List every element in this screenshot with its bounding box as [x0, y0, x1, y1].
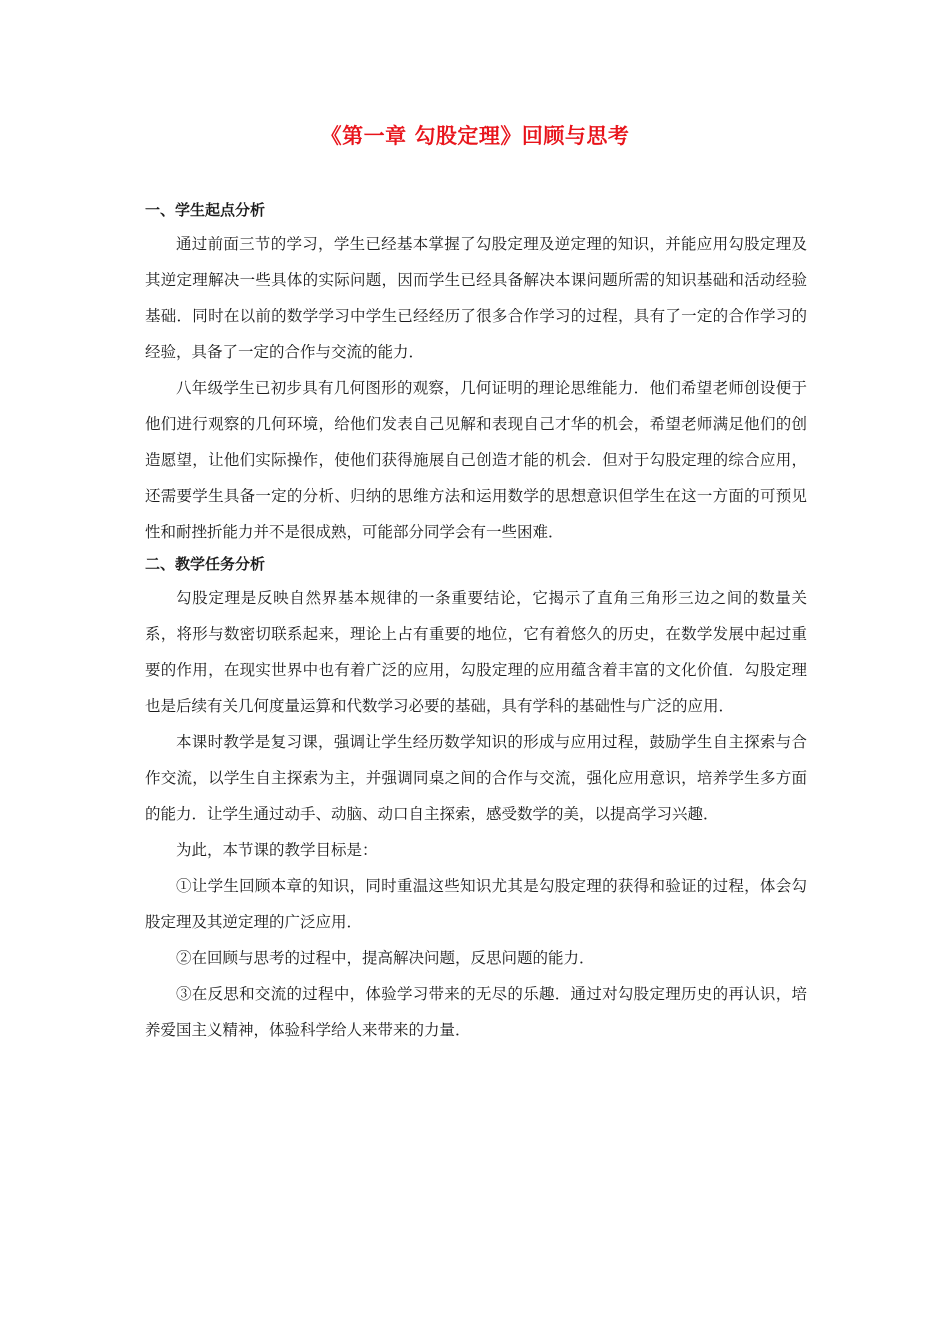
section-teaching-task-analysis: [145, 550, 807, 1048]
paragraph: 八年级学生已初步具有几何图形的观察，几何证明的理论思维能力．他们希望老师创设便于他们进行观察的几何环境，给他们发表自己见解和表现自己才华的机会，希望老师满足他们的创造愿望，让他们实际操作，使他们获得施展自己创造才能的机会．但对于勾股定理的综合应用，还需要学生具备一定的分析、归纳的思维方法和运用数学的思想意识但学生在这一方面的可预见性和耐挫折能力并不是很成熟，可能部分同学会有一些困难．: [145, 379, 807, 541]
paragraph: 通过前面三节的学习，学生已经基本掌握了勾股定理及逆定理的知识，并能应用勾股定理及其逆定理解决一些具体的实际问题，因而学生已经具备解决本课问题所需的知识基础和活动经验基础．同时在以前的数学学习中学生已经经历了很多合作学习的过程，具有了一定的合作学习的经验，具备了一定的合作与交流的能力．: [145, 235, 807, 361]
section-student-analysis: [145, 196, 807, 550]
section-heading: 二、教学任务分析: [145, 555, 266, 573]
document-title: 《第一章 勾股定理》回顾与思考: [320, 124, 630, 148]
paragraph: 为此，本节课的教学目标是：: [176, 841, 378, 859]
paragraph: 勾股定理是反映自然界基本规律的一条重要结论，它揭示了直角三角形三边之间的数量关系，将形与数密切联系起来，理论上占有重要的地位，它有着悠久的历史，在数学发展中起过重要的作用，在现实世界中也有着广泛的应用，勾股定理的应用蕴含着丰富的文化价值．勾股定理也是后续有关几何度量运算和代数学习必要的基础，具有学科的基础性与广泛的应用．: [145, 589, 807, 715]
objective-item: ①让学生回顾本章的知识，同时重温这些知识尤其是勾股定理的获得和验证的过程，体会勾股定理及其逆定理的广泛应用．: [145, 877, 807, 931]
paragraph: 本课时教学是复习课，强调让学生经历数学知识的形成与应用过程，鼓励学生自主探索与合作交流，以学生自主探索为主，并强调同桌之间的合作与交流，强化应用意识，培养学生多方面的能力．让学生通过动手、动脑、动口自主探索，感受数学的美，以提高学习兴趣．: [145, 733, 807, 823]
section-heading: 一、学生起点分析: [145, 201, 266, 219]
objective-item: ②在回顾与思考的过程中，提高解决问题，反思问题的能力．: [176, 949, 595, 967]
objective-item: ③在反思和交流的过程中，体验学习带来的无尽的乐趣．通过对勾股定理历史的再认识，培养爱国主义精神，体验科学给人来带来的力量．: [145, 985, 807, 1039]
document-body: [145, 196, 807, 1048]
